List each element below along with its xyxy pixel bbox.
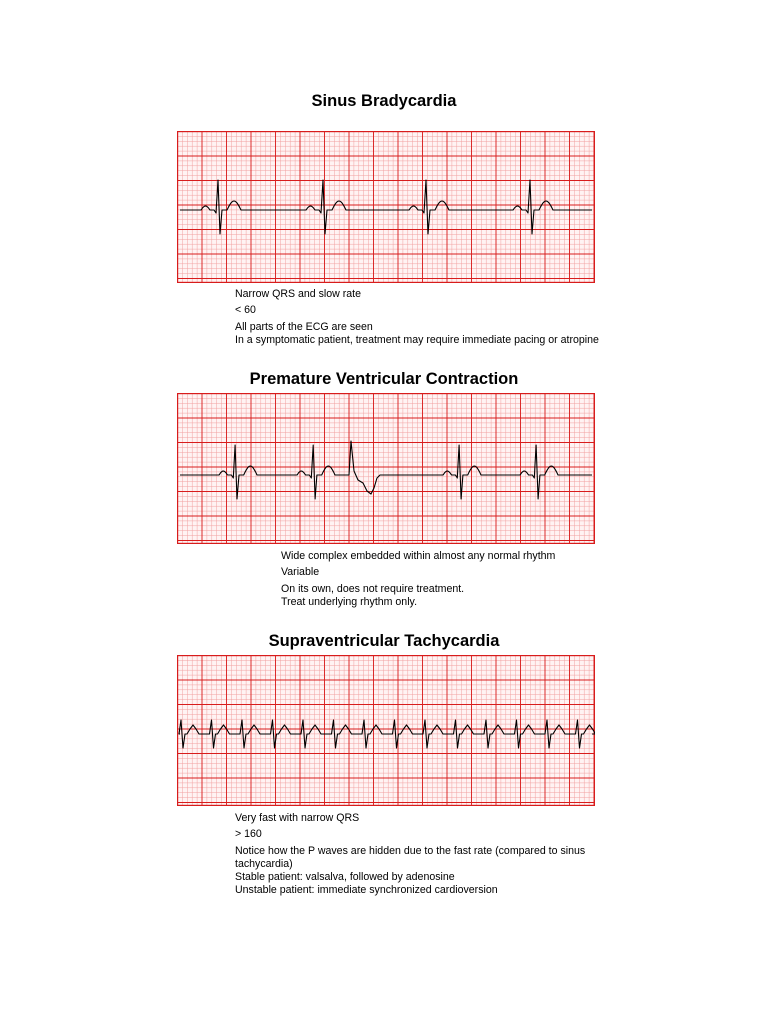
rate-value: > 160 xyxy=(235,828,262,840)
special-note-value: Notice how the P waves are hidden due to the fast rate (compared to sinus tachycardia) Stable patient: valsalva, followed by adenosine Unstable patient: immediate synchronized cardioversion xyxy=(235,845,586,896)
section-2-details xyxy=(0,550,768,610)
ecg-strip-sinus-bradycardia xyxy=(177,131,595,283)
special-note-value: On its own, does not require treatment. Treat underlying rhythm only. xyxy=(281,583,465,608)
rate-value: < 60 xyxy=(235,304,256,316)
section-3-title: Supraventricular Tachycardia xyxy=(268,632,500,650)
appearance-value: Very fast with narrow QRS xyxy=(235,812,360,824)
section-1-details xyxy=(0,288,768,348)
ecg-strip-supraventricular-tachycardia xyxy=(177,655,595,806)
appearance-value: Wide complex embedded within almost any normal rhythm xyxy=(281,550,556,562)
ecg-grid xyxy=(177,393,595,544)
section-1-title: Sinus Bradycardia xyxy=(311,92,457,110)
section-3-details xyxy=(0,812,768,902)
ecg-strip-premature-ventricular-contraction xyxy=(177,393,595,544)
section-2-title: Premature Ventricular Contraction xyxy=(249,370,519,388)
special-note-value: All parts of the ECG are seen In a symptomatic patient, treatment may require immediate pacing or atropine xyxy=(235,321,599,346)
rate-value: Variable xyxy=(281,566,320,578)
appearance-value: Narrow QRS and slow rate xyxy=(235,288,361,300)
